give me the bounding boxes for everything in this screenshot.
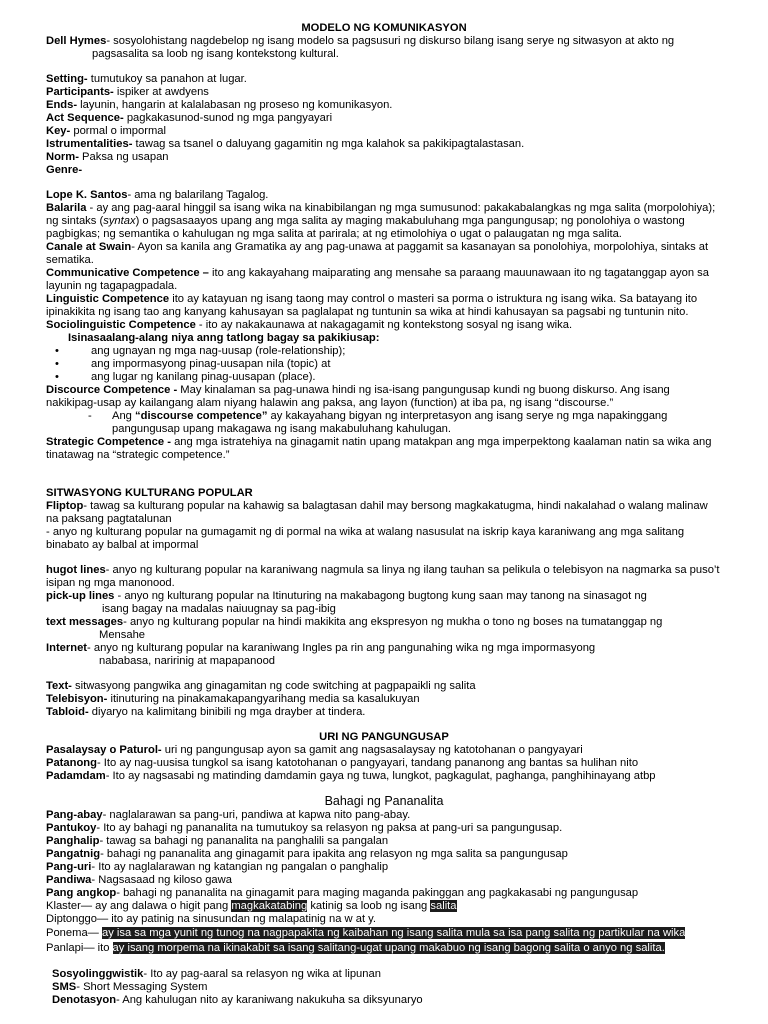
uri-item-2 [46,770,726,783]
highlighted-text: ay isa sa mga yunit ng tunog na nagpapakita ng kaibahan ng isang salita mula sa isa pang salita ng partikular na wika [101,927,686,939]
isinasaalang-heading: Isinasaalang-alang niya anng tatlong bagay sa pakikiusap: [68,332,380,344]
term: Patanong [46,757,97,769]
term: Key- [46,125,71,137]
highlighted-text: magkakatabing [231,900,308,912]
linguistic-line2: ipinakikita ng isang tao ang kanyang kahusayan sa paglalapat ng tuntunin sa wika at hindi kahusayan sa pagsabi ng tuntunin nito. [46,306,689,318]
term: Tabloid- [46,706,89,718]
dash-item-line1 [88,410,667,423]
bahagi-item-4 [46,861,726,874]
definition: tawag sa tsanel o daluyang gagamitin ng mga kalahok sa pakikipagtalastasan. [132,138,525,150]
internet-line2: nababasa, naririnig at mapapanood [99,655,276,667]
definition: - bahagi ng pananalita ang ginagamit para ipakita ang relasyon ng mga salita sa pangungusap [100,848,568,860]
bullet-text: ang impormasyong pinag-uusapan nila (topic) at [91,358,331,370]
textmsg-line1 [46,616,726,629]
speaking-item-4 [46,125,726,138]
term: Strategic Competence - [46,436,171,448]
bahagi-item-2 [46,835,726,848]
definition: - Ito ay bahagi ng pananalita na tumutukoy sa relasyon ng paksa at pang-uri sa pangungusap. [96,822,563,834]
definition: sitwasyong pangwika ang ginagamitan ng code switching at pagpapaikli ng salita [71,680,476,692]
santos-line [46,189,726,202]
heading-bahagi: Bahagi ng Pananalita [324,794,444,808]
heading-uri: URI NG PANGUNGUSAP [319,731,449,743]
definition: - Ito ay pag-aaral sa relasyon ng wika at lipunan [143,968,381,980]
term: Pang-abay [46,809,103,821]
term: Panghalip [46,835,100,847]
term: Pantukoy [46,822,97,834]
speaking-item-3 [46,112,726,125]
socio-line [46,319,726,332]
uri-item-0 [46,744,726,757]
bahagi-item-1 [46,822,726,835]
hymes-line2: pagsasalita sa loob ng isang kontekstong kultural. [92,48,339,60]
bullet-item [55,371,316,384]
definition: - ay ang pag-aaral hinggil sa isang wika na kinabibilangan ng mga sumusunod: pakakabalangkas ng mga salita (morpolohiya); [86,202,716,214]
term: Dell Hymes [46,35,107,47]
bullet-text: ang ugnayan ng mga nag-uusap (role-relationship); [91,345,346,357]
fliptop-line2: na paksang pagtatalunan [46,513,172,525]
bullet-icon: • [55,371,59,383]
definition: Paksa ng usapan [78,151,169,163]
text: ) o pagsasaayos upang ang mga salita ay maging makabuluhang mga pangungusap; ng ponolohiya o wastong [135,215,685,227]
definition: - naglalarawan sa pang-uri, pandiwa at kapwa nito pang-abay. [102,809,411,821]
term: hugot lines [46,564,106,576]
hugot-line1 [46,564,726,577]
hymes-line1 [46,35,726,48]
definition: tumutukoy sa panahon at lugar. [87,73,247,85]
text: Ponema— [46,927,102,939]
definition: - Ayon sa kanila ang Gramatika ay ang pag-unawa at paggamit sa kasanayan sa ponolohiya, morpolohiya, sintaks at [131,241,709,253]
definition: ito ang kakayahang maiparating ang mensahe sa paraang mauunawaan ito ng tagatanggap ayon sa [208,267,709,279]
highlighted-text: salita [430,900,457,912]
linguistic-line1 [46,293,726,306]
definition: May kinalaman sa pag-unawa hindi ng isa-isang pangungusap kundi ng buong diskurso. Ang isang [177,384,670,396]
panlapi-line [46,942,726,955]
balarila-line1 [46,202,726,215]
ponema-line [46,927,726,940]
term: “discourse competence” [135,410,268,422]
klaster-line [46,900,726,913]
speaking-item-6 [46,151,726,164]
definition: - Short Messaging System [76,981,208,993]
term: Discource Competence - [46,384,178,396]
definition: - Ito ay naglalarawan ng katangian ng pangalan o panghalip [91,861,389,873]
term: Linguistic Competence [46,293,170,305]
communicative-line2: layunin ng tagapagpadala. [46,280,178,292]
term: pick-up lines [46,590,115,602]
syntax-italic: syntax [103,215,136,227]
term: Internet [46,642,88,654]
definition: - anyo ng kulturang popular na karaniwang Ingles pa rin ang pangunahing wika ng mga impormasyong [87,642,596,654]
definition: - ito ay nakakaunawa at nakagagamit ng kontekstong sosyal ng isang wika. [195,319,573,331]
canale-line2: sematika. [46,254,94,266]
term: text messages [46,616,124,628]
speaking-item-7 [46,164,726,177]
definition: uri ng pangungusap ayon sa gamit ang nagsasalaysay ng katotohanan o pangyayari [161,744,583,756]
definition: pagkakasunod-sunod ng mga pangyayari [123,112,333,124]
speaking-item-0 [46,73,726,86]
text: Ang [112,410,136,422]
uri-item-1 [46,757,726,770]
term: Canale at Swain [46,241,132,253]
bullet-item [55,358,330,371]
term: Lope K. Santos [46,189,128,201]
definition: itinuturing na pinakamakapangyarihang media sa kasalukuyan [107,693,420,705]
definition: - Ang kahulugan nito ay karaniwang nakukuha sa diksyunaryo [116,994,423,1006]
canale-line1 [46,241,726,254]
definition: pormal o impormal [70,125,166,137]
communicative-line1 [46,267,726,280]
bahagi-item-3 [46,848,726,861]
text: ay kakayahang bigyan ng interpretasyon ang isang serye ng mga napakinggang [267,410,668,422]
term: SMS [52,981,77,993]
term: Setting- [46,73,88,85]
bahagi-item-5 [46,874,726,887]
term: Genre- [46,164,83,176]
term: Act Sequence- [46,112,124,124]
term: Communicative Competence – [46,267,209,279]
media-item-0 [46,680,726,693]
fliptop-line3: - anyo ng kulturang popular na gumagamit ng di pormal na wika at walang nasusulat na iskrip kaya karaniwang ang mga salitang [46,526,685,538]
speaking-item-1 [46,86,726,99]
term: Pang angkop [46,887,117,899]
bullet-text: ang lugar ng kanilang pinag-uusapan (place). [91,371,316,383]
term: Ends- [46,99,78,111]
text: ng sintaks ( [46,215,104,227]
text: katinig sa loob ng isang [307,900,431,912]
speaking-item-5 [46,138,726,151]
strategic-line1 [46,436,726,449]
term: Pang-uri [46,861,92,873]
balarila-line2 [46,215,726,228]
definition: - anyo ng kulturang popular na karaniwang nagmula sa linya ng ilang tauhan sa pelikula o telebisyon na nagmarka sa puso’t [105,564,720,576]
diptonggo-line: Diptonggo— ito ay patinig na sinusundan ng malapatinig na w at y. [46,913,377,925]
heading-sitwasyong: SITWASYONG KULTURANG POPULAR [46,487,253,499]
term: Padamdam [46,770,106,782]
last-item-0 [52,968,732,981]
hugot-line2: isipan ng mga manonood. [46,577,175,589]
term: Fliptop [46,500,84,512]
definition: - tawag sa kulturang popular na kahawig sa balagtasan dahil may bersong magkakatugma, hindi nakalahad o walang malinaw [83,500,708,512]
text: Panlapi— ito [46,942,113,954]
pickup-line2: isang bagay na madalas naiuugnay sa pag-ibig [102,603,336,615]
textmsg-line2: Mensahe [99,629,146,641]
term: Pangatnig [46,848,101,860]
speaking-item-2 [46,99,726,112]
discource-line1 [46,384,726,397]
bullet-icon: • [55,345,59,357]
definition: - anyo ng kulturang popular na Itinuturing na makabagong bugtong kung saan may tanong na sinasagot ng [114,590,647,602]
term: Sosyolinggwistik [52,968,144,980]
text: Klaster— ay ang dalawa o higit pang [46,900,232,912]
last-item-2 [52,994,732,1007]
definition: - ama ng balarilang Tagalog. [127,189,269,201]
internet-line1 [46,642,726,655]
term: Pandiwa [46,874,92,886]
pickup-line1 [46,590,726,603]
bullet-item [55,345,345,358]
definition: - sosyolohistang nagdebelop ng isang modelo sa pagsusuri ng diskurso bilang isang serye ng sitwasyon at akto ng [106,35,675,47]
last-item-1 [52,981,732,994]
bahagi-item-6 [46,887,726,900]
term: Participants- [46,86,114,98]
highlighted-text: ay isang morpema na ikinakabit sa isang salitang-ugat upang makabuo ng isang bagong salita o anyo ng salita. [112,942,665,954]
term: Balarila [46,202,87,214]
definition: - Ito ay nag-uusisa tungkol sa isang katotohanan o pangyayari, tandang pananong ang bantas sa hulihan nito [96,757,639,769]
definition: - Nagsasaad ng kiloso gawa [91,874,232,886]
definition: ito ay katayuan ng isang taong may control o masteri sa porma o istruktura ng isang wika. Sa batayang ito [169,293,698,305]
fliptop-line1 [46,500,726,513]
fliptop-line4: binabato ay balbal at impormal [46,539,199,551]
dash-item-line2: pangungusap upang makagawa ng isang makabuluhang kahulugan. [112,423,452,435]
term: Telebisyon- [46,693,108,705]
definition: layunin, hangarin at kalalabasan ng proseso ng komunikasyon. [77,99,393,111]
term: Denotasyon [52,994,117,1006]
dash-icon: - [88,410,92,422]
strategic-line2: tinatawag na “strategic competence.” [46,449,230,461]
definition: - Ito ay nagsasabi ng matinding damdamin gaya ng tuwa, lungkot, pagkagulat, paghanga, panghihinayang atbp [105,770,656,782]
title-modelo: MODELO NG KOMUNIKASYON [301,22,467,34]
term: Pasalaysay o Paturol- [46,744,162,756]
definition: - tawag sa bahagi ng pananalita na panghalili sa pangalan [99,835,389,847]
discource-line2: nakikipag-usap ay kailangang alam niyang halawin ang paksa, ang layon (function) at iba pa, ng isang “discourse.” [46,397,614,409]
bullet-icon: • [55,358,59,370]
definition: - bahagi ng pananalita na ginagamit para maging maganda pakinggan ang pagkakasabi ng pangungusap [116,887,639,899]
media-item-2 [46,706,726,719]
term: Norm- [46,151,79,163]
media-item-1 [46,693,726,706]
definition: diyaryo na kalimitang binibili ng mga drayber at tindera. [88,706,366,718]
balarila-line3: pagbigkas; ng semantika o kahulugan ng mga salita at parirala; at ng etimolohiya o ugat o palaugatan ng mga salita. [46,228,622,240]
bahagi-item-0 [46,809,726,822]
definition: - anyo ng kulturang popular na hindi makikita ang ekspresyon ng mukha o tono ng boses na tumatanggap ng [123,616,663,628]
term: Text- [46,680,72,692]
term: Istrumentalities- [46,138,133,150]
term: Sociolinguistic Competence [46,319,196,331]
definition: ang mga istratehiya na ginagamit natin upang matakpan ang mga imperpektong kaalaman natin sa wika ang [170,436,712,448]
definition: ispiker at awdyens [113,86,209,98]
